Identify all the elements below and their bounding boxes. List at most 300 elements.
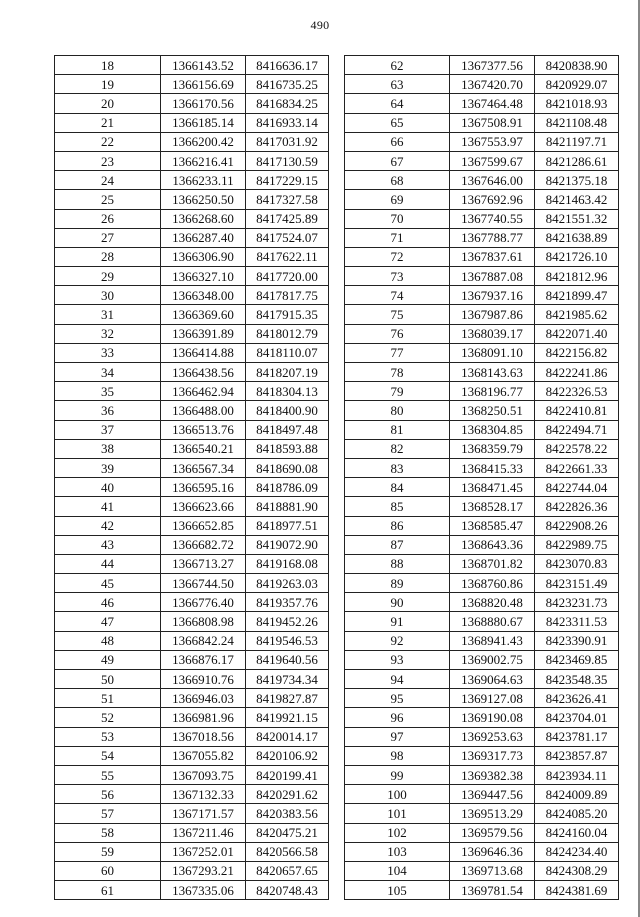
- point-number-cell: 32: [55, 324, 161, 343]
- point-number-cell: 69: [345, 190, 450, 209]
- table-row: [55, 209, 329, 228]
- x-coordinate-cell: 1367420.70: [450, 75, 535, 94]
- x-coordinate-cell: 1368820.48: [450, 593, 535, 612]
- table-row: [55, 631, 329, 650]
- y-coordinate-cell: 8418304.13: [246, 382, 329, 401]
- x-coordinate-cell: 1369127.08: [450, 689, 535, 708]
- x-coordinate-cell: 1368304.85: [450, 420, 535, 439]
- point-number-cell: 39: [55, 458, 161, 477]
- table-row: [345, 823, 619, 842]
- table-row: [55, 343, 329, 362]
- x-coordinate-cell: 1368701.82: [450, 554, 535, 573]
- table-row: [55, 785, 329, 804]
- x-coordinate-cell: 1366981.96: [161, 708, 246, 727]
- y-coordinate-cell: 8422578.22: [535, 439, 619, 458]
- x-coordinate-cell: 1366268.60: [161, 209, 246, 228]
- table-row: [345, 247, 619, 266]
- y-coordinate-cell: 8422241.86: [535, 363, 619, 382]
- point-number-cell: 90: [345, 593, 450, 612]
- point-number-cell: 77: [345, 343, 450, 362]
- y-coordinate-cell: 8423151.49: [535, 574, 619, 593]
- x-coordinate-cell: 1366713.27: [161, 554, 246, 573]
- point-number-cell: 86: [345, 516, 450, 535]
- x-coordinate-cell: 1369382.38: [450, 765, 535, 784]
- table-row: [55, 113, 329, 132]
- table-row: [345, 785, 619, 804]
- y-coordinate-cell: 8423390.91: [535, 631, 619, 650]
- point-number-cell: 91: [345, 612, 450, 631]
- y-coordinate-cell: 8423857.87: [535, 746, 619, 765]
- point-number-cell: 82: [345, 439, 450, 458]
- point-number-cell: 85: [345, 497, 450, 516]
- point-number-cell: 38: [55, 439, 161, 458]
- y-coordinate-cell: 8423781.17: [535, 727, 619, 746]
- point-number-cell: 76: [345, 324, 450, 343]
- table-row: [55, 478, 329, 497]
- point-number-cell: 102: [345, 823, 450, 842]
- x-coordinate-cell: 1366652.85: [161, 516, 246, 535]
- point-number-cell: 43: [55, 535, 161, 554]
- point-number-cell: 105: [345, 881, 450, 900]
- y-coordinate-cell: 8416834.25: [246, 94, 329, 113]
- point-number-cell: 31: [55, 305, 161, 324]
- y-coordinate-cell: 8419072.90: [246, 535, 329, 554]
- y-coordinate-cell: 8416933.14: [246, 113, 329, 132]
- y-coordinate-cell: 8420106.92: [246, 746, 329, 765]
- y-coordinate-cell: 8418207.19: [246, 363, 329, 382]
- point-number-cell: 41: [55, 497, 161, 516]
- point-number-cell: 93: [345, 650, 450, 669]
- x-coordinate-cell: 1366170.56: [161, 94, 246, 113]
- x-coordinate-cell: 1366438.56: [161, 363, 246, 382]
- y-coordinate-cell: 8419921.15: [246, 708, 329, 727]
- table-row: [345, 516, 619, 535]
- x-coordinate-cell: 1369781.54: [450, 881, 535, 900]
- y-coordinate-cell: 8417720.00: [246, 267, 329, 286]
- table-row: [55, 861, 329, 880]
- x-coordinate-cell: 1367018.56: [161, 727, 246, 746]
- table-row: [345, 593, 619, 612]
- y-coordinate-cell: 8418497.48: [246, 420, 329, 439]
- table-row: [55, 804, 329, 823]
- x-coordinate-cell: 1368760.86: [450, 574, 535, 593]
- table-row: [345, 535, 619, 554]
- table-row: [55, 842, 329, 861]
- x-coordinate-cell: 1369579.56: [450, 823, 535, 842]
- table-row: [345, 363, 619, 382]
- point-number-cell: 95: [345, 689, 450, 708]
- y-coordinate-cell: 8420838.90: [535, 56, 619, 75]
- table-row: [55, 765, 329, 784]
- point-number-cell: 50: [55, 670, 161, 689]
- x-coordinate-cell: 1366143.52: [161, 56, 246, 75]
- y-coordinate-cell: 8417817.75: [246, 286, 329, 305]
- y-coordinate-cell: 8421812.96: [535, 267, 619, 286]
- table-row: [345, 574, 619, 593]
- y-coordinate-cell: 8420475.21: [246, 823, 329, 842]
- y-coordinate-cell: 8423311.53: [535, 612, 619, 631]
- point-number-cell: 98: [345, 746, 450, 765]
- point-number-cell: 49: [55, 650, 161, 669]
- point-number-cell: 100: [345, 785, 450, 804]
- table-row: [55, 554, 329, 573]
- point-number-cell: 72: [345, 247, 450, 266]
- table-row: [55, 650, 329, 669]
- x-coordinate-cell: 1367132.33: [161, 785, 246, 804]
- point-number-cell: 34: [55, 363, 161, 382]
- x-coordinate-cell: 1366369.60: [161, 305, 246, 324]
- y-coordinate-cell: 8420199.41: [246, 765, 329, 784]
- x-coordinate-cell: 1367837.61: [450, 247, 535, 266]
- table-row: [55, 151, 329, 170]
- point-number-cell: 83: [345, 458, 450, 477]
- x-coordinate-cell: 1368585.47: [450, 516, 535, 535]
- point-number-cell: 56: [55, 785, 161, 804]
- y-coordinate-cell: 8417425.89: [246, 209, 329, 228]
- x-coordinate-cell: 1366910.76: [161, 670, 246, 689]
- y-coordinate-cell: 8420014.17: [246, 727, 329, 746]
- table-row: [55, 132, 329, 151]
- y-coordinate-cell: 8422071.40: [535, 324, 619, 343]
- x-coordinate-cell: 1367171.57: [161, 804, 246, 823]
- point-number-cell: 96: [345, 708, 450, 727]
- x-coordinate-cell: 1366623.66: [161, 497, 246, 516]
- x-coordinate-cell: 1367788.77: [450, 228, 535, 247]
- x-coordinate-cell: 1369002.75: [450, 650, 535, 669]
- point-number-cell: 58: [55, 823, 161, 842]
- y-coordinate-cell: 8421286.61: [535, 151, 619, 170]
- point-number-cell: 87: [345, 535, 450, 554]
- y-coordinate-cell: 8421551.32: [535, 209, 619, 228]
- table-row: [345, 75, 619, 94]
- y-coordinate-cell: 8422908.26: [535, 516, 619, 535]
- table-row: [345, 439, 619, 458]
- point-number-cell: 88: [345, 554, 450, 573]
- point-number-cell: 20: [55, 94, 161, 113]
- x-coordinate-cell: 1366250.50: [161, 190, 246, 209]
- point-number-cell: 92: [345, 631, 450, 650]
- y-coordinate-cell: 8423934.11: [535, 765, 619, 784]
- table-row: [345, 228, 619, 247]
- y-coordinate-cell: 8422156.82: [535, 343, 619, 362]
- point-number-cell: 79: [345, 382, 450, 401]
- table-row: [345, 804, 619, 823]
- y-coordinate-cell: 8420291.62: [246, 785, 329, 804]
- table-row: [345, 305, 619, 324]
- point-number-cell: 24: [55, 171, 161, 190]
- table-row: [55, 382, 329, 401]
- table-row: [345, 286, 619, 305]
- x-coordinate-cell: 1369646.36: [450, 842, 535, 861]
- point-number-cell: 103: [345, 842, 450, 861]
- x-coordinate-cell: 1367646.00: [450, 171, 535, 190]
- table-row: [345, 631, 619, 650]
- y-coordinate-cell: 8419827.87: [246, 689, 329, 708]
- x-coordinate-cell: 1367987.86: [450, 305, 535, 324]
- x-coordinate-cell: 1368143.63: [450, 363, 535, 382]
- point-number-cell: 66: [345, 132, 450, 151]
- point-number-cell: 25: [55, 190, 161, 209]
- x-coordinate-cell: 1367599.67: [450, 151, 535, 170]
- y-coordinate-cell: 8422744.04: [535, 478, 619, 497]
- table-row: [55, 439, 329, 458]
- point-number-cell: 18: [55, 56, 161, 75]
- point-number-cell: 52: [55, 708, 161, 727]
- y-coordinate-cell: 8421899.47: [535, 286, 619, 305]
- table-row: [55, 670, 329, 689]
- table-row: [345, 458, 619, 477]
- y-coordinate-cell: 8422826.36: [535, 497, 619, 516]
- y-coordinate-cell: 8423548.35: [535, 670, 619, 689]
- y-coordinate-cell: 8421108.48: [535, 113, 619, 132]
- y-coordinate-cell: 8419168.08: [246, 554, 329, 573]
- y-coordinate-cell: 8416636.17: [246, 56, 329, 75]
- table-row: [345, 554, 619, 573]
- y-coordinate-cell: 8422989.75: [535, 535, 619, 554]
- table-row: [345, 56, 619, 75]
- x-coordinate-cell: 1366156.69: [161, 75, 246, 94]
- y-coordinate-cell: 8423231.73: [535, 593, 619, 612]
- table-row: [55, 56, 329, 75]
- x-coordinate-cell: 1366776.40: [161, 593, 246, 612]
- y-coordinate-cell: 8417327.58: [246, 190, 329, 209]
- x-coordinate-cell: 1368039.17: [450, 324, 535, 343]
- table-row: [55, 190, 329, 209]
- point-number-cell: 73: [345, 267, 450, 286]
- x-coordinate-cell: 1366348.00: [161, 286, 246, 305]
- x-coordinate-cell: 1367553.97: [450, 132, 535, 151]
- y-coordinate-cell: 8424381.69: [535, 881, 619, 900]
- x-coordinate-cell: 1368471.45: [450, 478, 535, 497]
- x-coordinate-cell: 1366306.90: [161, 247, 246, 266]
- table-row: [345, 612, 619, 631]
- x-coordinate-cell: 1369253.63: [450, 727, 535, 746]
- table-row: [55, 324, 329, 343]
- point-number-cell: 45: [55, 574, 161, 593]
- x-coordinate-cell: 1366842.24: [161, 631, 246, 650]
- y-coordinate-cell: 8424085.20: [535, 804, 619, 823]
- point-number-cell: 64: [345, 94, 450, 113]
- coordinates-table-left: [54, 55, 329, 900]
- y-coordinate-cell: 8421726.10: [535, 247, 619, 266]
- table-row: [345, 765, 619, 784]
- y-coordinate-cell: 8424308.29: [535, 861, 619, 880]
- table-row: [55, 401, 329, 420]
- point-number-cell: 36: [55, 401, 161, 420]
- x-coordinate-cell: 1368643.36: [450, 535, 535, 554]
- x-coordinate-cell: 1369513.29: [450, 804, 535, 823]
- x-coordinate-cell: 1366513.76: [161, 420, 246, 439]
- table-row: [55, 727, 329, 746]
- x-coordinate-cell: 1366216.41: [161, 151, 246, 170]
- point-number-cell: 89: [345, 574, 450, 593]
- table-row: [55, 708, 329, 727]
- table-row: [55, 420, 329, 439]
- table-row: [55, 823, 329, 842]
- x-coordinate-cell: 1367293.21: [161, 861, 246, 880]
- point-number-cell: 71: [345, 228, 450, 247]
- table-row: [345, 171, 619, 190]
- x-coordinate-cell: 1366233.11: [161, 171, 246, 190]
- table-row: [55, 574, 329, 593]
- x-coordinate-cell: 1366682.72: [161, 535, 246, 554]
- point-number-cell: 46: [55, 593, 161, 612]
- point-number-cell: 94: [345, 670, 450, 689]
- point-number-cell: 60: [55, 861, 161, 880]
- point-number-cell: 37: [55, 420, 161, 439]
- point-number-cell: 48: [55, 631, 161, 650]
- table-row: [55, 363, 329, 382]
- table-row: [55, 75, 329, 94]
- table-row: [345, 746, 619, 765]
- x-coordinate-cell: 1367377.56: [450, 56, 535, 75]
- x-coordinate-cell: 1369317.73: [450, 746, 535, 765]
- x-coordinate-cell: 1367252.01: [161, 842, 246, 861]
- table-row: [345, 343, 619, 362]
- point-number-cell: 81: [345, 420, 450, 439]
- x-coordinate-cell: 1369447.56: [450, 785, 535, 804]
- x-coordinate-cell: 1366876.17: [161, 650, 246, 669]
- x-coordinate-cell: 1369190.08: [450, 708, 535, 727]
- y-coordinate-cell: 8418786.09: [246, 478, 329, 497]
- y-coordinate-cell: 8423070.83: [535, 554, 619, 573]
- y-coordinate-cell: 8417031.92: [246, 132, 329, 151]
- table-row: [345, 727, 619, 746]
- point-number-cell: 70: [345, 209, 450, 228]
- y-coordinate-cell: 8422410.81: [535, 401, 619, 420]
- table-row: [55, 305, 329, 324]
- y-coordinate-cell: 8424234.40: [535, 842, 619, 861]
- table-row: [55, 94, 329, 113]
- table-row: [55, 612, 329, 631]
- point-number-cell: 78: [345, 363, 450, 382]
- point-number-cell: 40: [55, 478, 161, 497]
- point-number-cell: 68: [345, 171, 450, 190]
- table-row: [345, 401, 619, 420]
- point-number-cell: 97: [345, 727, 450, 746]
- x-coordinate-cell: 1367508.91: [450, 113, 535, 132]
- point-number-cell: 19: [55, 75, 161, 94]
- table-row: [55, 228, 329, 247]
- y-coordinate-cell: 8417229.15: [246, 171, 329, 190]
- y-coordinate-cell: 8417622.11: [246, 247, 329, 266]
- table-row: [345, 650, 619, 669]
- table-row: [345, 881, 619, 900]
- y-coordinate-cell: 8424009.89: [535, 785, 619, 804]
- y-coordinate-cell: 8417130.59: [246, 151, 329, 170]
- y-coordinate-cell: 8421197.71: [535, 132, 619, 151]
- table-row: [345, 478, 619, 497]
- point-number-cell: 26: [55, 209, 161, 228]
- y-coordinate-cell: 8422326.53: [535, 382, 619, 401]
- x-coordinate-cell: 1367093.75: [161, 765, 246, 784]
- x-coordinate-cell: 1366327.10: [161, 267, 246, 286]
- table-row: [345, 209, 619, 228]
- y-coordinate-cell: 8418110.07: [246, 343, 329, 362]
- x-coordinate-cell: 1368091.10: [450, 343, 535, 362]
- x-coordinate-cell: 1366200.42: [161, 132, 246, 151]
- point-number-cell: 30: [55, 286, 161, 305]
- x-coordinate-cell: 1368250.51: [450, 401, 535, 420]
- point-number-cell: 42: [55, 516, 161, 535]
- table-row: [345, 689, 619, 708]
- y-coordinate-cell: 8419357.76: [246, 593, 329, 612]
- table-row: [55, 247, 329, 266]
- point-number-cell: 54: [55, 746, 161, 765]
- y-coordinate-cell: 8423704.01: [535, 708, 619, 727]
- point-number-cell: 59: [55, 842, 161, 861]
- point-number-cell: 84: [345, 478, 450, 497]
- y-coordinate-cell: 8419640.56: [246, 650, 329, 669]
- y-coordinate-cell: 8421985.62: [535, 305, 619, 324]
- page-number: 490: [310, 18, 330, 32]
- table-row: [345, 670, 619, 689]
- table-row: [345, 132, 619, 151]
- point-number-cell: 51: [55, 689, 161, 708]
- coordinates-table-right-body: [345, 56, 619, 900]
- table-row: [345, 94, 619, 113]
- x-coordinate-cell: 1367335.06: [161, 881, 246, 900]
- y-coordinate-cell: 8422661.33: [535, 458, 619, 477]
- x-coordinate-cell: 1368880.67: [450, 612, 535, 631]
- point-number-cell: 61: [55, 881, 161, 900]
- x-coordinate-cell: 1366391.89: [161, 324, 246, 343]
- x-coordinate-cell: 1366414.88: [161, 343, 246, 362]
- x-coordinate-cell: 1367692.96: [450, 190, 535, 209]
- x-coordinate-cell: 1366462.94: [161, 382, 246, 401]
- table-row: [345, 708, 619, 727]
- y-coordinate-cell: 8420566.58: [246, 842, 329, 861]
- y-coordinate-cell: 8418881.90: [246, 497, 329, 516]
- table-row: [345, 324, 619, 343]
- y-coordinate-cell: 8420929.07: [535, 75, 619, 94]
- y-coordinate-cell: 8418012.79: [246, 324, 329, 343]
- y-coordinate-cell: 8420383.56: [246, 804, 329, 823]
- y-coordinate-cell: 8421463.42: [535, 190, 619, 209]
- x-coordinate-cell: 1369064.63: [450, 670, 535, 689]
- point-number-cell: 63: [345, 75, 450, 94]
- point-number-cell: 23: [55, 151, 161, 170]
- point-number-cell: 27: [55, 228, 161, 247]
- y-coordinate-cell: 8419263.03: [246, 574, 329, 593]
- coordinates-table-left-body: [55, 56, 329, 900]
- point-number-cell: 99: [345, 765, 450, 784]
- y-coordinate-cell: 8421638.89: [535, 228, 619, 247]
- point-number-cell: 29: [55, 267, 161, 286]
- x-coordinate-cell: 1367740.55: [450, 209, 535, 228]
- table-row: [55, 746, 329, 765]
- table-row: [345, 190, 619, 209]
- table-row: [55, 689, 329, 708]
- point-number-cell: 22: [55, 132, 161, 151]
- x-coordinate-cell: 1368196.77: [450, 382, 535, 401]
- x-coordinate-cell: 1368941.43: [450, 631, 535, 650]
- y-coordinate-cell: 8418400.90: [246, 401, 329, 420]
- x-coordinate-cell: 1366540.21: [161, 439, 246, 458]
- y-coordinate-cell: 8420657.65: [246, 861, 329, 880]
- y-coordinate-cell: 8421018.93: [535, 94, 619, 113]
- point-number-cell: 47: [55, 612, 161, 631]
- point-number-cell: 53: [55, 727, 161, 746]
- table-row: [345, 842, 619, 861]
- table-row: [345, 151, 619, 170]
- table-row: [55, 171, 329, 190]
- x-coordinate-cell: 1369713.68: [450, 861, 535, 880]
- x-coordinate-cell: 1366488.00: [161, 401, 246, 420]
- point-number-cell: 62: [345, 56, 450, 75]
- point-number-cell: 74: [345, 286, 450, 305]
- point-number-cell: 35: [55, 382, 161, 401]
